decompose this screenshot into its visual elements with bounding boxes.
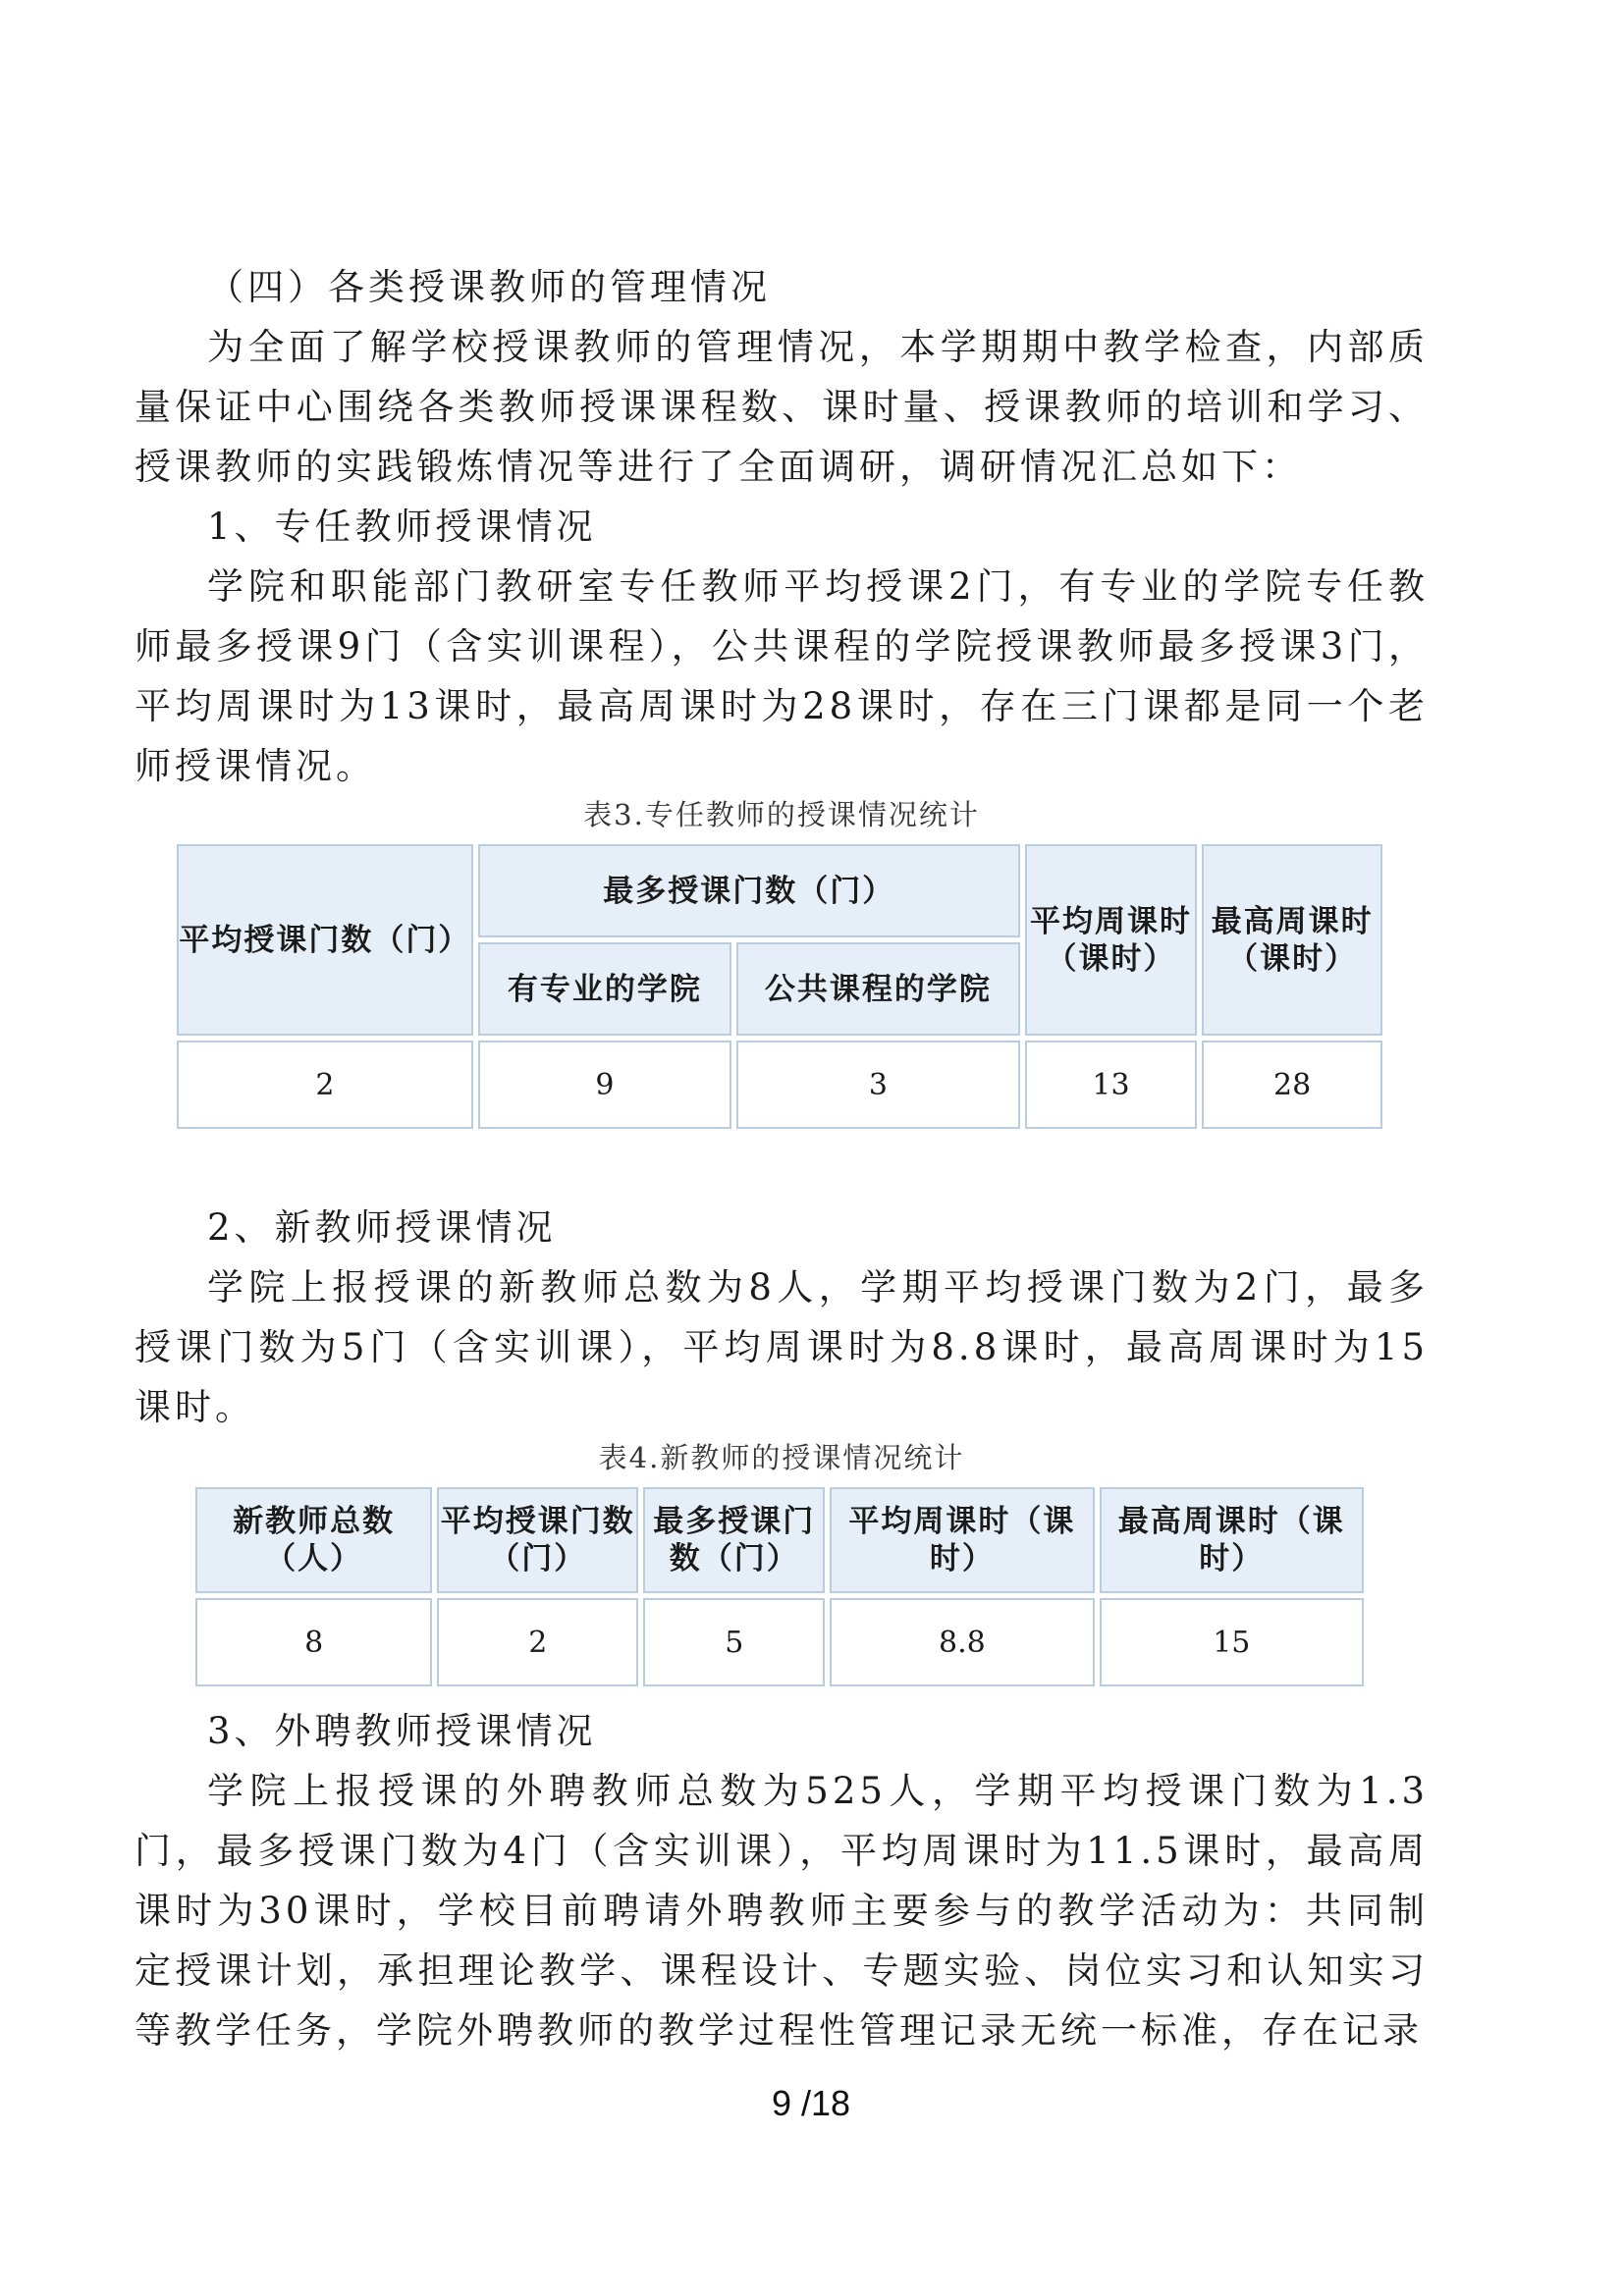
table4-value-max-courses: 5 <box>643 1598 825 1686</box>
table3-header-major-college: 有专业的学院 <box>478 942 731 1036</box>
table3-value-max-weekly: 28 <box>1202 1041 1382 1129</box>
table4-header-total: 新教师总数（人） <box>195 1487 432 1593</box>
table3-value-public-college: 3 <box>736 1041 1020 1129</box>
table3-caption: 表3.专任教师的授课情况统计 <box>583 798 980 831</box>
table3 <box>172 839 1387 1134</box>
table3-header-max-weekly: 最高周课时（课时） <box>1202 844 1382 1036</box>
table4-header-max-courses: 最多授课门数（门） <box>643 1487 825 1593</box>
table3-header-public-college: 公共课程的学院 <box>736 942 1020 1036</box>
table4-value-avg-weekly: 8.8 <box>830 1598 1094 1686</box>
subsection-heading-2: 2、新教师授课情况 <box>207 1206 557 1249</box>
table4-header-avg-courses: 平均授课门数（门） <box>437 1487 638 1593</box>
table4 <box>190 1482 1369 1691</box>
table4-value-max-weekly: 15 <box>1100 1598 1364 1686</box>
table3-value-avg-courses: 2 <box>177 1041 473 1129</box>
subsection-text-2: 学院上报授课的新教师总数为8人，学期平均授课门数为2门，最多授课门数为5门（含实训课），平均周课时为8.8课时，最高周课时为15课时。 <box>135 1266 1429 1428</box>
subsection-text-3: 学院上报授课的外聘教师总数为525人，学期平均授课门数为1.3门，最多授课门数为4门（含实训课），平均周课时为11.5课时，最高周课时为30课时，学校目前聘请外聘教师主要参与的教学活动为：共同制定授课计划，承担理论教学、课程设计、专题实验、岗位实习和认知实习等教学任务，学院外聘教师的教学过程性管理记录无统一标准，存在记录 <box>135 1770 1429 2052</box>
section-intro: 为全面了解学校授课教师的管理情况，本学期期中教学检查，内部质量保证中心围绕各类教师授课课程数、课时量、授课教师的培训和学习、授课教师的实践锻炼情况等进行了全面调研，调研情况汇总如下： <box>135 326 1429 488</box>
table4-header-avg-weekly: 平均周课时（课时） <box>830 1487 1094 1593</box>
page-number: 9 /18 <box>771 2083 851 2123</box>
subsection-heading-3: 3、外聘教师授课情况 <box>207 1710 597 1752</box>
table3-value-major-college: 9 <box>478 1041 731 1129</box>
table4-value-total: 8 <box>195 1598 432 1686</box>
table4-caption: 表4.新教师的授课情况统计 <box>598 1441 965 1474</box>
subsection-text-1: 学院和职能部门教研室专任教师平均授课2门，有专业的学院专任教师最多授课9门（含实训课程），公共课程的学院授课教师最多授课3门，平均周课时为13课时，最高周课时为28课时，存在三门课都是同一个老师授课情况。 <box>135 565 1429 787</box>
table4-value-avg-courses: 2 <box>437 1598 638 1686</box>
table3-value-avg-weekly: 13 <box>1025 1041 1198 1129</box>
table3-header-avg-weekly: 平均周课时（课时） <box>1025 844 1198 1036</box>
table4-header-max-weekly: 最高周课时（课时） <box>1100 1487 1364 1593</box>
table3-header-max-courses: 最多授课门数（门） <box>478 844 1020 937</box>
subsection-heading-1: 1、专任教师授课情况 <box>207 506 597 548</box>
section-heading: （四）各类授课教师的管理情况 <box>207 266 771 308</box>
table3-header-avg-courses: 平均授课门数（门） <box>177 844 473 1036</box>
